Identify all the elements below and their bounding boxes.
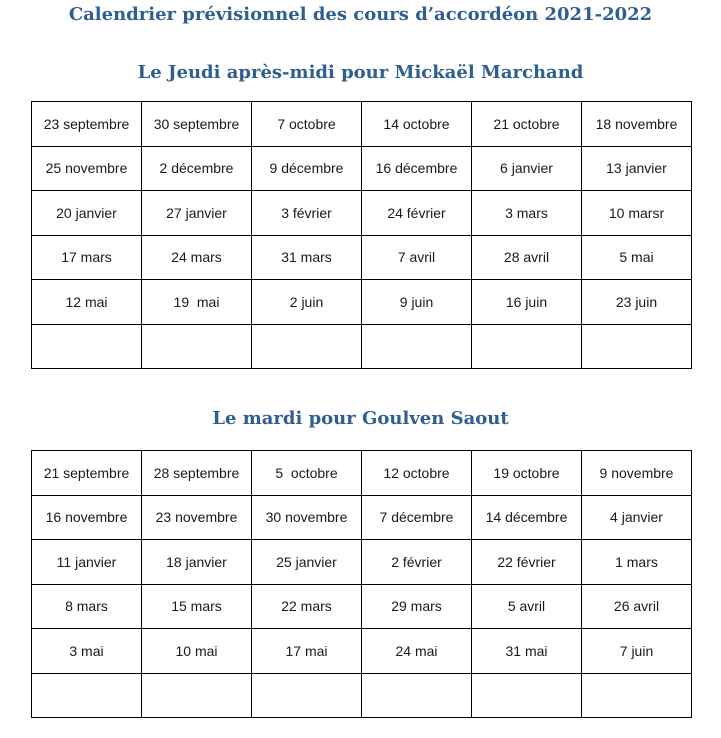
table-cell: 24 mars bbox=[142, 235, 252, 280]
table-cell: 24 mai bbox=[362, 629, 472, 674]
table-cell: 15 mars bbox=[142, 584, 252, 629]
table-cell: 31 mai bbox=[472, 629, 582, 674]
table-cell bbox=[472, 673, 582, 718]
table-row bbox=[32, 451, 692, 496]
table-cell: 7 avril bbox=[362, 235, 472, 280]
table-cell: 23 novembre bbox=[142, 495, 252, 540]
table-row bbox=[32, 191, 692, 236]
table-cell: 31 mars bbox=[252, 235, 362, 280]
table-cell: 2 décembre bbox=[142, 146, 252, 191]
table-cell: 10 marsr bbox=[582, 191, 692, 236]
table-cell bbox=[362, 673, 472, 718]
table-cell: 14 octobre bbox=[362, 102, 472, 147]
table-cell: 5 octobre bbox=[252, 451, 362, 496]
table-cell: 20 janvier bbox=[32, 191, 142, 236]
table-row bbox=[32, 584, 692, 629]
table-cell: 14 décembre bbox=[472, 495, 582, 540]
table-cell: 19 octobre bbox=[472, 451, 582, 496]
table-cell: 9 novembre bbox=[582, 451, 692, 496]
table-cell bbox=[472, 324, 582, 369]
table-cell bbox=[252, 673, 362, 718]
table-cell: 30 septembre bbox=[142, 102, 252, 147]
table-cell: 2 février bbox=[362, 540, 472, 585]
table-cell bbox=[32, 673, 142, 718]
table-cell: 8 mars bbox=[32, 584, 142, 629]
table-cell: 23 septembre bbox=[32, 102, 142, 147]
table-cell bbox=[252, 324, 362, 369]
table-cell: 3 février bbox=[252, 191, 362, 236]
table-cell: 30 novembre bbox=[252, 495, 362, 540]
table-cell: 26 avril bbox=[582, 584, 692, 629]
table-cell: 21 octobre bbox=[472, 102, 582, 147]
table-cell bbox=[142, 673, 252, 718]
table-cell: 18 janvier bbox=[142, 540, 252, 585]
table-cell: 9 décembre bbox=[252, 146, 362, 191]
schedule-table-thursday bbox=[31, 101, 692, 369]
table-cell: 29 mars bbox=[362, 584, 472, 629]
table-cell bbox=[582, 324, 692, 369]
table-cell: 28 septembre bbox=[142, 451, 252, 496]
table-cell bbox=[582, 673, 692, 718]
page-title: Calendrier prévisionnel des cours d’accordéon 2021-2022 bbox=[68, 4, 653, 25]
table-cell: 24 février bbox=[362, 191, 472, 236]
table-cell: 16 novembre bbox=[32, 495, 142, 540]
table-cell: 5 mai bbox=[582, 235, 692, 280]
table-cell bbox=[142, 324, 252, 369]
table-row bbox=[32, 235, 692, 280]
table-row bbox=[32, 673, 692, 718]
table-row bbox=[32, 102, 692, 147]
table-cell: 1 mars bbox=[582, 540, 692, 585]
table-row bbox=[32, 146, 692, 191]
table-cell: 17 mai bbox=[252, 629, 362, 674]
table-row bbox=[32, 540, 692, 585]
table-cell: 17 mars bbox=[32, 235, 142, 280]
table-cell: 3 mars bbox=[472, 191, 582, 236]
table-cell: 16 décembre bbox=[362, 146, 472, 191]
table-cell: 16 juin bbox=[472, 280, 582, 325]
table-cell: 13 janvier bbox=[582, 146, 692, 191]
section-heading-thursday: Le Jeudi après-midi pour Mickaël Marchand bbox=[137, 62, 584, 83]
table-row bbox=[32, 629, 692, 674]
table-cell bbox=[362, 324, 472, 369]
table-cell: 25 janvier bbox=[252, 540, 362, 585]
table-row bbox=[32, 280, 692, 325]
table-cell: 4 janvier bbox=[582, 495, 692, 540]
table-cell: 6 janvier bbox=[472, 146, 582, 191]
table-cell: 7 juin bbox=[582, 629, 692, 674]
table-cell: 21 septembre bbox=[32, 451, 142, 496]
table-cell: 27 janvier bbox=[142, 191, 252, 236]
table-cell bbox=[32, 324, 142, 369]
table-cell: 18 novembre bbox=[582, 102, 692, 147]
table-cell: 5 avril bbox=[472, 584, 582, 629]
table-cell: 23 juin bbox=[582, 280, 692, 325]
table-cell: 7 décembre bbox=[362, 495, 472, 540]
table-cell: 10 mai bbox=[142, 629, 252, 674]
table-cell: 12 octobre bbox=[362, 451, 472, 496]
table-row bbox=[32, 495, 692, 540]
table-cell: 11 janvier bbox=[32, 540, 142, 585]
table-cell: 25 novembre bbox=[32, 146, 142, 191]
table-row bbox=[32, 324, 692, 369]
table-cell: 28 avril bbox=[472, 235, 582, 280]
schedule-table-tuesday bbox=[31, 450, 692, 718]
section-heading-tuesday: Le mardi pour Goulven Saout bbox=[212, 408, 509, 429]
table-cell: 22 mars bbox=[252, 584, 362, 629]
table-cell: 9 juin bbox=[362, 280, 472, 325]
table-cell: 22 février bbox=[472, 540, 582, 585]
table-cell: 2 juin bbox=[252, 280, 362, 325]
table-cell: 7 octobre bbox=[252, 102, 362, 147]
table-cell: 3 mai bbox=[32, 629, 142, 674]
table-cell: 12 mai bbox=[32, 280, 142, 325]
table-cell: 19 mai bbox=[142, 280, 252, 325]
